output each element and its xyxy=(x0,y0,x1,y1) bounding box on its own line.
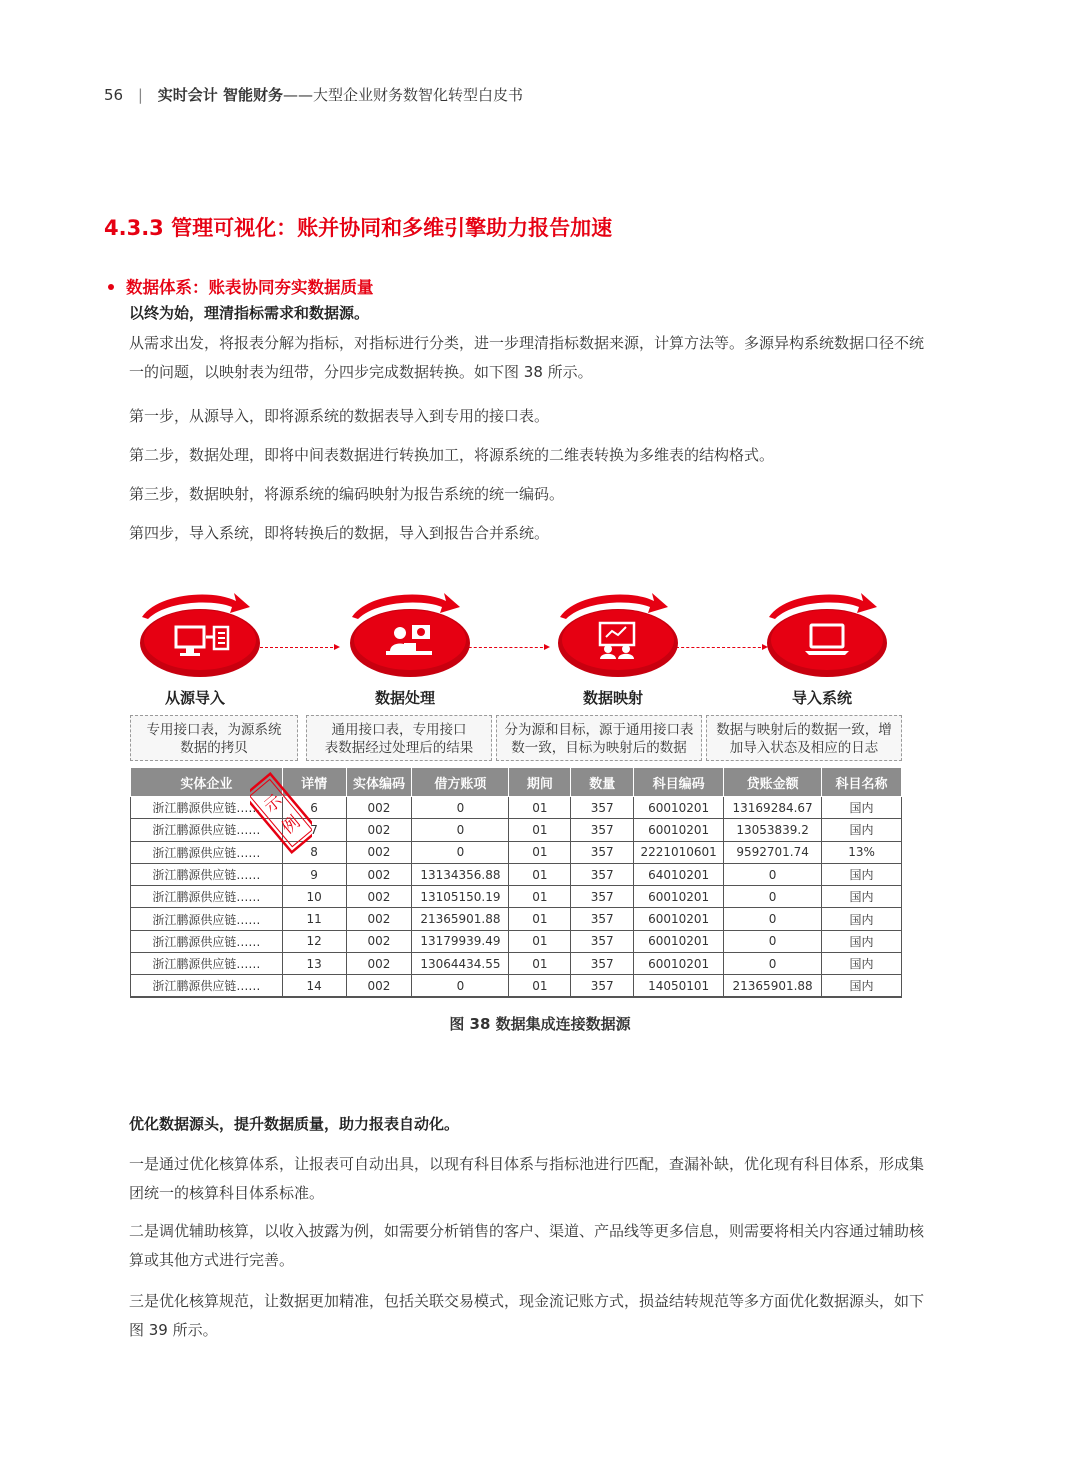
table-cell: 357 xyxy=(571,841,634,863)
table-cell: 357 xyxy=(571,930,634,952)
table-cell: 浙江鹏源供应链…… xyxy=(131,930,283,952)
page-number: 56 xyxy=(104,86,124,104)
flow-step-4-desc-line1: 数据与映射后的数据一致，增 xyxy=(716,722,892,738)
laptop-icon xyxy=(755,585,890,685)
table-row xyxy=(131,886,902,908)
flow-step-2-description xyxy=(306,715,492,761)
optimization-paragraph-2: 二是调优辅助核算，以收入披露为例，如需要分析销售的客户、渠道、产品线等更多信息，则需要将相关内容通过辅助核算或其他方式进行完善。 xyxy=(129,1222,925,1269)
table-cell: 357 xyxy=(571,863,634,885)
presentation-board-icon xyxy=(546,585,681,685)
table-cell: 357 xyxy=(571,886,634,908)
computer-import-icon xyxy=(128,585,263,685)
table-cell: 9592701.74 xyxy=(724,841,822,863)
table-cell: 13179939.49 xyxy=(412,930,509,952)
table-cell: 01 xyxy=(509,863,571,885)
table-cell: 国内 xyxy=(822,975,902,997)
table-cell: 13169284.67 xyxy=(724,797,822,819)
table-cell: 8 xyxy=(282,841,346,863)
table-cell: 002 xyxy=(346,953,412,975)
table-header-row xyxy=(131,768,902,797)
flow-step-3-description xyxy=(496,715,702,761)
table-cell: 10 xyxy=(282,886,346,908)
flow-step-4-desc-line2: 加导入状态及相应的日志 xyxy=(729,740,879,756)
flow-step-3-desc-line1: 分为源和目标，源于通用接口表 xyxy=(504,722,694,738)
table-cell: 国内 xyxy=(822,863,902,885)
table-cell: 60010201 xyxy=(634,953,724,975)
table-cell: 浙江鹏源供应链…… xyxy=(131,953,283,975)
sample-stamp xyxy=(250,770,312,856)
table-cell: 002 xyxy=(346,797,412,819)
flow-step-4-description xyxy=(706,715,902,761)
table-row xyxy=(131,841,902,863)
table-cell: 浙江鹏源供应链…… xyxy=(131,797,283,819)
step1-paragraph: 第一步，从源导入，即将源系统的数据表导入到专用的接口表。 xyxy=(129,407,550,425)
column-header: 详情 xyxy=(282,768,346,797)
table-row xyxy=(131,908,902,930)
stamp-text: 示 xyxy=(260,790,287,817)
table-cell: 浙江鹏源供应链…… xyxy=(131,886,283,908)
table-cell: 7 xyxy=(282,819,346,841)
figure-caption: 图 38 数据集成连接数据源 xyxy=(449,1015,631,1033)
flow-step-3-desc-line2: 数一致，目标为映射后的数据 xyxy=(511,740,687,756)
table-cell: 0 xyxy=(724,908,822,930)
table-cell: 01 xyxy=(509,841,571,863)
table-cell: 002 xyxy=(346,819,412,841)
running-header xyxy=(104,84,523,105)
step3-paragraph: 第三步，数据映射，将源系统的编码映射为报告系统的统一编码。 xyxy=(129,485,565,503)
optimization-paragraph-3: 三是优化核算规范，让数据更加精准，包括关联交易模式，现金流记账方式，损益结转规范等多方面优化数据源头，如下图 39 所示。 xyxy=(129,1292,925,1339)
table-cell: 01 xyxy=(509,975,571,997)
table-cell: 357 xyxy=(571,953,634,975)
table-cell: 0 xyxy=(724,863,822,885)
table-cell: 002 xyxy=(346,975,412,997)
step4-paragraph: 第四步，导入系统，即将转换后的数据，导入到报告合并系统。 xyxy=(129,524,550,542)
table-cell: 国内 xyxy=(822,797,902,819)
process-flow-diagram xyxy=(128,585,908,710)
flow-step-3 xyxy=(546,585,696,710)
flow-step-2-desc-line2: 表数据经过处理后的结果 xyxy=(324,740,474,756)
table-cell: 2221010601 xyxy=(634,841,724,863)
optimization-paragraph-1: 一是通过优化核算体系，让报表可自动出具，以现有科目体系与指标池进行匹配，查漏补缺，优化现有科目体系，形成集团统一的核算科目体系标准。 xyxy=(129,1155,925,1202)
table-cell: 60010201 xyxy=(634,819,724,841)
table-cell: 0 xyxy=(724,930,822,952)
table-cell: 国内 xyxy=(822,930,902,952)
table-cell: 浙江鹏源供应链…… xyxy=(131,975,283,997)
book-title-bold: 实时会计 智能财务 xyxy=(157,86,283,104)
column-header: 期间 xyxy=(509,768,571,797)
table-cell: 14050101 xyxy=(634,975,724,997)
table-cell: 01 xyxy=(509,953,571,975)
bullet-heading-text: 数据体系：账表协同夯实数据质量 xyxy=(126,278,374,297)
table-cell: 21365901.88 xyxy=(412,908,509,930)
table-cell: 浙江鹏源供应链…… xyxy=(131,819,283,841)
table-cell: 357 xyxy=(571,908,634,930)
flow-step-3-label: 数据映射 xyxy=(582,689,643,707)
bullet-heading xyxy=(108,274,374,298)
sample-data-table xyxy=(130,767,902,998)
flow-step-2-desc-line1: 通用接口表，专用接口 xyxy=(331,722,467,738)
table-cell: 浙江鹏源供应链…… xyxy=(131,841,283,863)
table-cell: 0 xyxy=(724,953,822,975)
table-cell: 国内 xyxy=(822,886,902,908)
table-cell: 国内 xyxy=(822,953,902,975)
table-cell: 002 xyxy=(346,908,412,930)
table-cell: 0 xyxy=(412,797,509,819)
table-cell: 01 xyxy=(509,930,571,952)
section-title: 4.3.3 管理可视化：账并协同和多维引擎助力报告加速 xyxy=(104,216,613,240)
table-cell: 13064434.55 xyxy=(412,953,509,975)
table-cell: 002 xyxy=(346,841,412,863)
table-cell: 6 xyxy=(282,797,346,819)
step2-paragraph: 第二步，数据处理，即将中间表数据进行转换加工，将源系统的二维表转换为多维表的结构格式。 xyxy=(129,446,775,464)
table-row xyxy=(131,819,902,841)
flow-step-1-desc-line1: 专用接口表，为源系统 xyxy=(146,722,282,738)
table-cell: 0 xyxy=(412,841,509,863)
table-cell: 01 xyxy=(509,797,571,819)
table-cell: 60010201 xyxy=(634,797,724,819)
table-cell: 国内 xyxy=(822,819,902,841)
flow-step-4-label: 导入系统 xyxy=(791,689,852,707)
column-header: 科目名称 xyxy=(822,768,902,797)
table-cell: 9 xyxy=(282,863,346,885)
column-header: 实体编码 xyxy=(346,768,412,797)
table-cell: 002 xyxy=(346,886,412,908)
lead-paragraph-bottom: 优化数据源头，提升数据质量，助力报表自动化。 xyxy=(129,1115,460,1133)
bullet-dot-icon xyxy=(108,284,114,290)
table-cell: 浙江鹏源供应链…… xyxy=(131,863,283,885)
lead-paragraph-top: 以终为始，理清指标需求和数据源。 xyxy=(129,304,370,322)
table-cell: 13 xyxy=(282,953,346,975)
table-cell: 13105150.19 xyxy=(412,886,509,908)
book-title-rest: ——大型企业财务数智化转型白皮书 xyxy=(282,86,523,104)
table-cell: 国内 xyxy=(822,908,902,930)
column-header: 数量 xyxy=(571,768,634,797)
flow-step-1-desc-line2: 数据的拷贝 xyxy=(180,740,248,756)
table-cell: 0 xyxy=(412,819,509,841)
table-cell: 60010201 xyxy=(634,886,724,908)
column-header: 借方账项 xyxy=(412,768,509,797)
flow-step-4 xyxy=(755,585,905,710)
data-processing-icon xyxy=(338,585,473,685)
flow-step-2-label: 数据处理 xyxy=(374,689,435,707)
table-row xyxy=(131,797,902,819)
column-header: 科目编码 xyxy=(634,768,724,797)
table-row xyxy=(131,953,902,975)
table-cell: 357 xyxy=(571,797,634,819)
table-cell: 01 xyxy=(509,819,571,841)
flow-step-2 xyxy=(338,585,488,710)
table-cell: 01 xyxy=(509,908,571,930)
table-row xyxy=(131,975,902,997)
table-cell: 11 xyxy=(282,908,346,930)
intro-paragraph: 从需求出发，将报表分解为指标，对指标进行分类，进一步理清指标数据来源，计算方法等。多源异构系统数据口径不统一的问题，以映射表为纽带，分四步完成数据转换。如下图 38 所示。 xyxy=(129,334,925,381)
table-cell: 0 xyxy=(412,975,509,997)
table-cell: 002 xyxy=(346,930,412,952)
table-cell: 60010201 xyxy=(634,908,724,930)
flow-step-1 xyxy=(128,585,278,710)
table-cell: 0 xyxy=(724,886,822,908)
table-cell: 002 xyxy=(346,863,412,885)
column-header: 贷账金额 xyxy=(724,768,822,797)
table-cell: 357 xyxy=(571,975,634,997)
header-separator: | xyxy=(137,86,143,104)
column-header: 实体企业 xyxy=(131,768,283,797)
stamp-text: 例 xyxy=(278,812,305,839)
flow-step-1-description xyxy=(130,715,298,761)
table-cell: 64010201 xyxy=(634,863,724,885)
table-cell: 13053839.2 xyxy=(724,819,822,841)
table-cell: 13% xyxy=(822,841,902,863)
table-cell: 13134356.88 xyxy=(412,863,509,885)
flow-step-1-label: 从源导入 xyxy=(164,689,225,707)
table-cell: 357 xyxy=(571,819,634,841)
table-cell: 14 xyxy=(282,975,346,997)
table-cell: 01 xyxy=(509,886,571,908)
table-row xyxy=(131,863,902,885)
table-cell: 21365901.88 xyxy=(724,975,822,997)
table-cell: 60010201 xyxy=(634,930,724,952)
table-cell: 浙江鹏源供应链…… xyxy=(131,908,283,930)
table-row xyxy=(131,930,902,952)
table-cell: 12 xyxy=(282,930,346,952)
